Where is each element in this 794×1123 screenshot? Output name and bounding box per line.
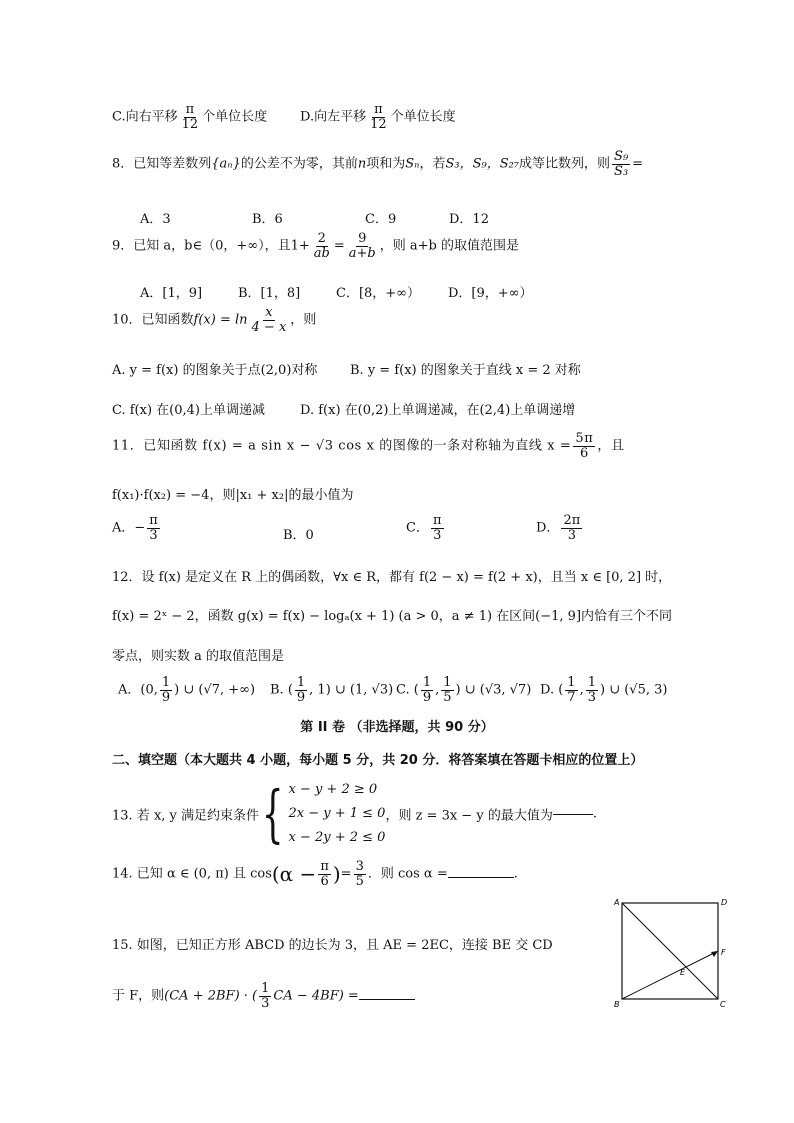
q14-stem: 14. 已知 α ∈ (0, π) 且 cos(α − $\frac{\pi}{6}$ )= $\frac{3}{5}$ ．则 cos α = . — [112, 859, 518, 889]
q15-stem-line1: 15. 如图，已知正方形 ABCD 的边长为 3，且 AE = 2EC，连接 BE 交 CD — [112, 938, 553, 953]
fraction: $\frac{\pi}{3}$ — [149, 513, 158, 543]
q9-option-d: D．[9，+∞） — [448, 286, 533, 301]
fraction: $\frac{x}{4 - x}$ — [251, 305, 287, 335]
fraction: $\frac{9}{a+b}$ — [348, 231, 376, 261]
q12-option-a: A．(0, $\frac{1}{9}$ ) ∪ (√7, +∞) — [118, 675, 256, 705]
diagonal-ac — [622, 903, 718, 999]
q10-stem: 10．已知函数f(x) = ln $\frac{x}{4 - x}$ ，则 — [112, 305, 317, 335]
fraction: $\frac{2\pi}{3}$ — [563, 513, 581, 543]
q10-option-d: D. f(x) 在(0,2)上单调递减，在(2,4)上单调递增 — [300, 403, 576, 418]
fraction: $\frac{2}{ab}$ — [313, 231, 330, 261]
label-f: F — [721, 948, 726, 957]
fraction: $\frac{5\pi}{6}$ — [575, 431, 594, 461]
q12-option-c: C. ( $\frac{1}{9}$ , $\frac{1}{5}$ ) ∪ (√3, √7) — [396, 675, 532, 705]
fraction: $\frac{\text{S₉}}{\text{S₃}}$ — [614, 149, 629, 179]
q10-option-b: B. y = f(x) 的图象关于直线 x = 2 对称 — [350, 363, 581, 378]
q12-stem-line3: 零点，则实数 a 的取值范围是 — [112, 649, 285, 664]
label-d: D — [721, 898, 728, 907]
q9-stem: 9．已知 a，b∈（0，+∞），且1+ $\frac{2}{ab}$ = $\frac{9}{a+b}$ ，则 a+b 的取值范围是 — [112, 231, 519, 261]
q12-option-d: D. ( $\frac{1}{7}$ , $\frac{1}{3}$ ) ∪ (√5, 3) — [540, 675, 668, 705]
q8-option-c: C．9 — [365, 212, 397, 227]
q11-option-b: B．0 — [283, 528, 314, 543]
answer-blank — [448, 877, 514, 878]
q11-option-a: A．− $\frac{\pi}{3}$ — [112, 513, 158, 543]
q11-option-d: D． $\frac{2\pi}{3}$ — [536, 513, 581, 543]
q11-stem-line2: f(x₁)·f(x₂) = −4，则|x₁ + x₂|的最小值为 — [112, 488, 354, 503]
q8-option-a: A．3 — [140, 212, 171, 227]
part2-heading: 第 II 卷 （非选择题，共 90 分） — [300, 720, 494, 735]
q9-option-c: C．[8，+∞） — [336, 286, 421, 301]
q7-option-c: C.向右平移 $\frac{\pi}{12}$ 个单位长度 — [112, 102, 268, 132]
fraction: $\frac{1}{9}$ — [296, 675, 306, 705]
square-figure — [612, 895, 732, 1011]
brace: { — [261, 777, 284, 850]
fraction: $\frac{1}{9}$ — [161, 675, 171, 705]
q8-stem: 8．已知等差数列{aₙ}的公差不为零，其前n项和为Sₙ，若S₃，S₉，S₂₇成等比数列，则 $\frac{\text{S₉}}{\text{S₃}}$ = — [112, 149, 644, 179]
section-heading-fill-in: 二、填空题（本大题共 4 小题，每小题 5 分，共 20 分．将答案填在答题卡相应的位置上） — [112, 753, 644, 768]
fraction: $\frac{1}{3}$ — [587, 675, 596, 705]
fraction: $\frac{\pi}{12}$ — [181, 102, 199, 132]
q10-option-c: C. f(x) 在(0,4)上单调递减 — [112, 403, 265, 418]
segment-bf — [622, 951, 718, 999]
fraction: $\frac{1}{7}$ — [567, 675, 576, 705]
fraction: $\frac{1}{9}$ — [422, 675, 432, 705]
q13-stem: 13. 若 x, y 满足约束条件{ x − y + 2 ≥ 0 2x − y + 1 ≤ 0 x − 2y + 2 ≤ 0 ，则 z = 3x − y 的最大值为 . — [112, 777, 597, 850]
answer-blank — [359, 999, 415, 1000]
q15-stem-line2: 于 F，则(CA + 2BF) · ( $\frac{1}{3}$ CA − 4BF) = — [112, 982, 415, 1010]
q12-stem-line2: f(x) = 2ˣ − 2，函数 g(x) = f(x) − logₐ(x + 1) (a > 0，a ≠ 1) 在区间(−1, 9]内恰有三个不同 — [112, 609, 673, 624]
label-e: E — [680, 968, 686, 977]
q10-option-a: A. y = f(x) 的图象关于点(2,0)对称 — [112, 363, 318, 378]
fraction: $\frac{\pi}{6}$ — [320, 859, 329, 889]
label-c: C — [720, 1000, 726, 1009]
q8-option-d: D．12 — [449, 212, 489, 227]
q11-stem: 11．已知函数 f(x) = a sin x − √3 cos x 的图像的一条对称轴为直线 x = $\frac{5\pi}{6}$ ，且 — [112, 431, 625, 461]
label-b: B — [614, 1000, 620, 1009]
label-a: A — [614, 898, 620, 907]
q12-option-b: B. ( $\frac{1}{9}$ , 1) ∪ (1, √3) — [270, 675, 394, 705]
q8-option-b: B．6 — [252, 212, 283, 227]
fraction: $\frac{1}{3}$ — [261, 981, 270, 1011]
q9-option-b: B．[1，8] — [238, 286, 301, 301]
fraction: $\frac{\pi}{12}$ — [370, 102, 387, 132]
fraction: $\frac{\pi}{3}$ — [432, 513, 442, 543]
fraction: $\frac{1}{5}$ — [443, 675, 452, 705]
q11-option-c: C． $\frac{\pi}{3}$ — [406, 513, 442, 543]
q12-stem-line1: 12．设 f(x) 是定义在 R 上的偶函数，∀x ∈ R，都有 f(2 − x) = f(2 + x)，且当 x ∈ [0, 2] 时， — [112, 570, 672, 585]
q9-option-a: A．[1，9] — [140, 286, 203, 301]
answer-blank — [553, 814, 593, 815]
q7-option-d: D.向左平移 $\frac{\pi}{12}$ 个单位长度 — [300, 102, 456, 132]
constraint-system: x − y + 2 ≥ 0 2x − y + 1 ≤ 0 x − 2y + 2 ≤ 0 — [288, 782, 386, 845]
fraction: $\frac{3}{5}$ — [355, 859, 364, 889]
